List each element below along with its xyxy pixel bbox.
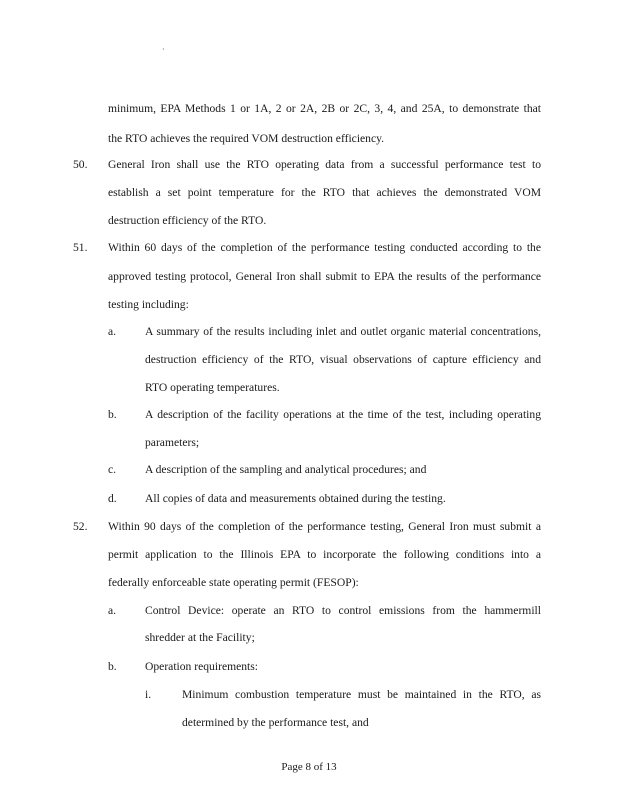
continuation-line-2: the RTO achieves the required VOM destruction efficiency.: [108, 132, 385, 145]
item-51c-label: c.: [108, 463, 117, 476]
item-51c-line-1: A description of the sampling and analytical procedures; and: [145, 463, 427, 476]
item-51d-line-1: All copies of data and measurements obtained during the testing.: [145, 492, 446, 505]
item-51a-label: a.: [108, 325, 117, 338]
item-51b-line-2: parameters;: [145, 436, 200, 449]
subitem-52b-i-line-2: determined by the performance test, and: [182, 716, 369, 729]
subitem-52b-i-line-1: Minimum combustion temperature must be maintained in the RTO, as: [182, 688, 541, 701]
item-51d-label: d.: [108, 492, 117, 505]
stray-mark: ·: [162, 45, 165, 54]
paragraph-52-number: 52.: [73, 520, 88, 533]
paragraph-51-line-1: Within 60 days of the completion of the performance testing conducted according to the: [108, 241, 541, 254]
item-52a-line-2: shredder at the Facility;: [145, 631, 255, 644]
item-51b-line-1: A description of the facility operations at the time of the test, including operating: [145, 408, 541, 421]
item-52b-label: b.: [108, 660, 117, 673]
paragraph-51-number: 51.: [73, 241, 88, 254]
item-52a-label: a.: [108, 604, 117, 617]
paragraph-50-line-1: General Iron shall use the RTO operating data from a successful performance test to: [108, 158, 541, 171]
paragraph-50-line-2: establish a set point temperature for the RTO that achieves the demonstrated VOM: [108, 186, 541, 199]
paragraph-52-line-3: federally enforceable state operating permit (FESOP):: [108, 576, 359, 589]
item-52a-line-1: Control Device: operate an RTO to control emissions from the hammermill: [145, 604, 541, 617]
page-number-footer: Page 8 of 13: [281, 761, 337, 773]
item-51a-line-2: destruction efficiency of the RTO, visual observations of capture efficiency and: [145, 353, 541, 366]
item-51b-label: b.: [108, 408, 117, 421]
paragraph-50-number: 50.: [73, 158, 88, 171]
continuation-line-1: minimum, EPA Methods 1 or 1A, 2 or 2A, 2B or 2C, 3, 4, and 25A, to demonstrate that: [108, 102, 541, 115]
paragraph-51-line-2: approved testing protocol, General Iron shall submit to EPA the results of the performance: [108, 270, 541, 283]
item-51a-line-1: A summary of the results including inlet and outlet organic material concentrations,: [145, 325, 541, 338]
item-52b-line-1: Operation requirements:: [145, 660, 258, 673]
paragraph-52-line-2: permit application to the Illinois EPA to incorporate the following conditions into a: [108, 548, 541, 561]
paragraph-52-line-1: Within 90 days of the completion of the performance testing, General Iron must submit a: [108, 520, 541, 533]
subitem-52b-i-label: i.: [145, 688, 152, 701]
paragraph-51-line-3: testing including:: [108, 298, 189, 311]
paragraph-50-line-3: destruction efficiency of the RTO.: [108, 214, 267, 227]
item-51a-line-3: RTO operating temperatures.: [145, 381, 280, 394]
